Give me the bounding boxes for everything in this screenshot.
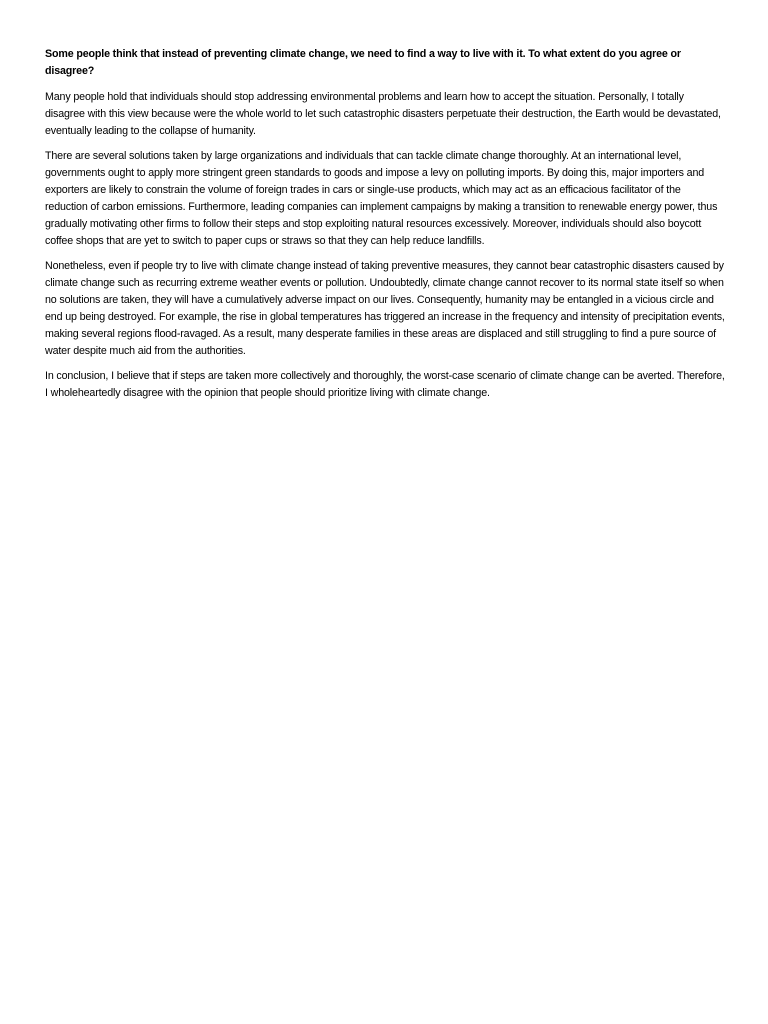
paragraph-conclusion: In conclusion, I believe that if steps are taken more collectively and thoroughly, the worst-case scenario of climate change can be averted. Therefore, I wholeheartedly disagree with the opinion that people should prioritize living with climate change.	[45, 370, 725, 399]
paragraph-body-counterargument: Nonetheless, even if people try to live with climate change instead of taking preventive measures, they cannot bear catastrophic disasters caused by climate change such as recurring extreme weather events or pollution. Undoubtedly, climate change cannot recover to its normal state itself so when no solutions are taken, they will have a cumulatively adverse impact on our lives. Consequently, humanity may be entangled in a vicious circle and end up being destroyed. For example, the rise in global temperatures has triggered an increase in the frequency and intensity of precipitation events, making several regions flood-ravaged. As a result, many desperate families in these areas are displaced and still struggling to find a pure source of water despite much aid from the authorities.	[45, 260, 725, 357]
paragraph-body-solutions: There are several solutions taken by large organizations and individuals that can tackle climate change thoroughly. At an international level, governments ought to apply more stringent green standards to goods and impose a levy on polluting imports. By doing this, major importers and exporters are likely to constrain the volume of foreign trades in cars or single-use products, which may act as an efficacious facilitator of the reduction of carbon emissions. Furthermore, leading companies can implement campaigns by making a transition to renewable energy power, thus gradually motivating other firms to follow their steps and stop exploiting natural resources excessively. Moreover, individuals should also boycott coffee shops that are yet to switch to paper cups or straws so that they can help reduce landfills.	[45, 150, 718, 247]
paragraph-introduction: Many people hold that individuals should stop addressing environmental problems and learn how to accept the situation. Personally, I totally disagree with this view because were the whole world to let such catastrophic disasters perpetuate their destruction, the Earth would be devastated, eventually leading to the collapse of humanity.	[45, 91, 721, 137]
essay-prompt: Some people think that instead of preventing climate change, we need to find a way to live with it. To what extent do you agree or disagree?	[45, 48, 681, 77]
essay-body	[45, 46, 725, 410]
